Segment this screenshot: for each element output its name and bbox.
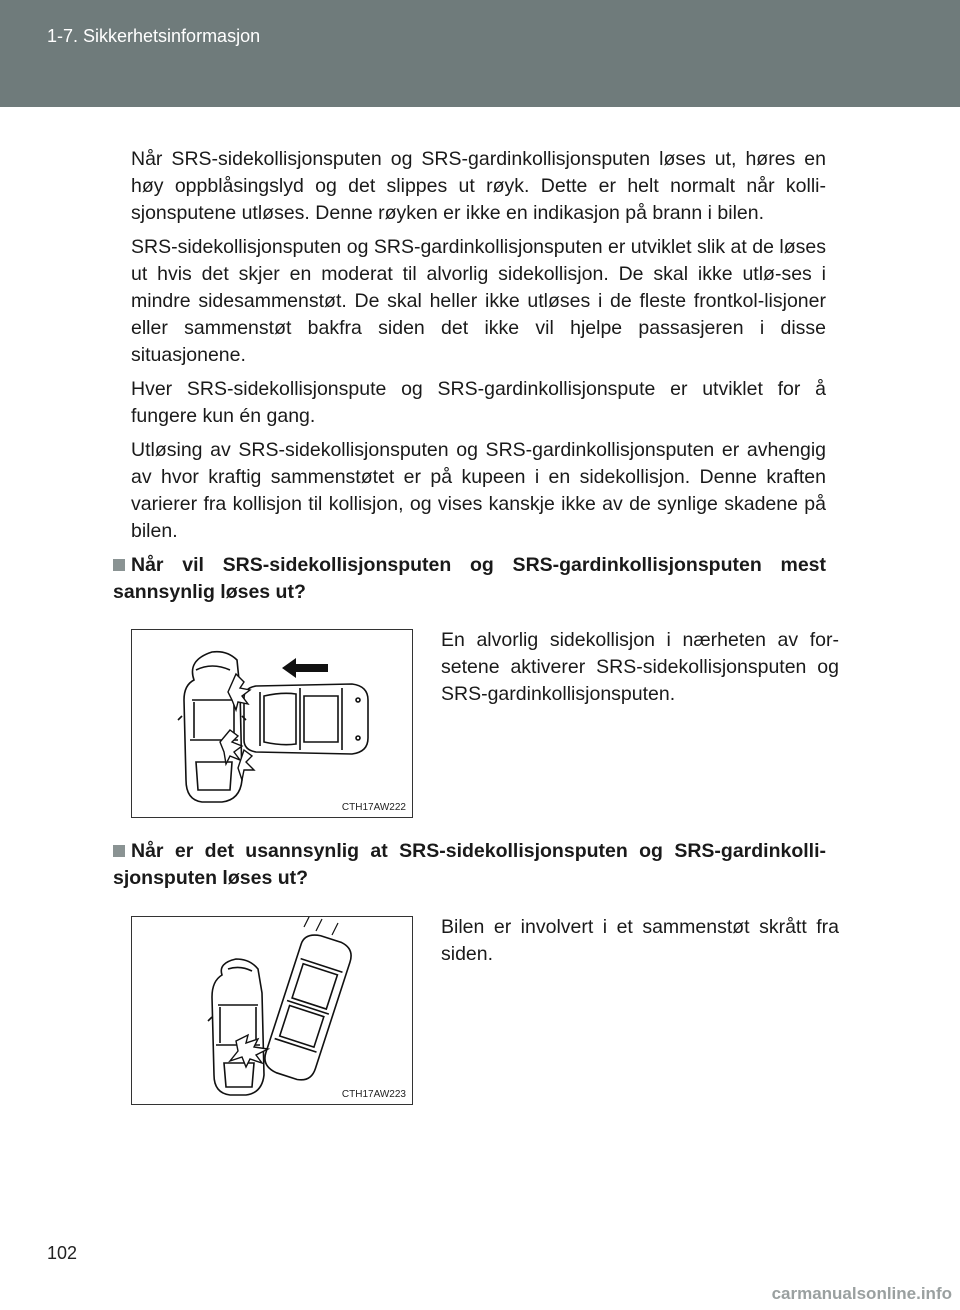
car-right-icon xyxy=(244,684,368,754)
figure-oblique-collision xyxy=(131,916,413,1105)
car-left-icon xyxy=(208,959,264,1095)
car-angled-icon xyxy=(261,931,355,1084)
motion-lines-icon xyxy=(304,917,338,935)
paragraph-2: SRS-sidekollisjonsputen og SRS-gardinkollisjonsputen er utviklet slik at de løses ut hvis det skjer en moderat til alvorlig sidekollisjon. De skal ikke utlø-ses i mindre sidesammenstøt. De skal heller ikke utløses i de fleste frontkol-lisjoner eller sammenstøt bakfra siden det ikke vil hjelpe passasjeren i disse situasjonene. xyxy=(131,236,826,366)
figure-side-collision xyxy=(131,629,413,818)
paragraph-4: Utløsing av SRS-sidekollisjonsputen og SRS-gardinkollisjonsputen er avhengig av hvor kraftig sammenstøtet er på kupeen i en sidekollisjon. Denne kraften varierer fra kollisjon til kollisjon, og vises kanskje ikke av de synlige skadene på bilen. xyxy=(131,439,826,542)
section-title: 1-7. Sikkerhetsinformasjon xyxy=(47,26,261,46)
paragraph-3: Hver SRS-sidekollisjonspute og SRS-gardinkollisjonspute er utviklet for å fungere kun én gang. xyxy=(131,378,826,427)
impact-burst-icon xyxy=(230,1035,268,1067)
question-text: Når vil SRS-sidekollisjonsputen og SRS-gardinkollisjonsputen mest sannsynlig løses ut? xyxy=(113,554,826,603)
question-text: Når er det usannsynlig at SRS-sidekollisjonsputen og SRS-gardinkolli-sjonsputen løses ut? xyxy=(113,840,826,889)
question-heading-1 xyxy=(113,552,826,606)
square-bullet-icon xyxy=(113,845,125,857)
oblique-collision-illustration xyxy=(132,917,414,1106)
page-number: 102 xyxy=(47,1243,78,1263)
description-2: Bilen er involvert i et sammenstøt skrått fra siden. xyxy=(441,916,839,965)
figure-code: CTH17AW222 xyxy=(341,802,406,813)
square-bullet-icon xyxy=(113,559,125,571)
impact-burst-icon xyxy=(220,674,254,780)
side-collision-illustration xyxy=(132,630,414,819)
watermark: carmanualsonline.info xyxy=(771,1284,952,1303)
arrow-left-icon xyxy=(282,658,328,678)
question-heading-2 xyxy=(113,838,826,892)
figure-code: CTH17AW223 xyxy=(341,1089,406,1100)
description-1: En alvorlig sidekollisjon i nærheten av for-setene aktiverer SRS-sidekollisjonsputen og SRS-gardinkollisjonsputen. xyxy=(441,629,839,705)
page-header xyxy=(0,0,960,107)
paragraph-1: Når SRS-sidekollisjonsputen og SRS-gardinkollisjonsputen løses ut, høres en høy oppblåsingslyd og det slippes ut røyk. Dette er helt normalt når kolli-sjonsputene utløses. Denne røyken er ikke en indikasjon på brann i bilen. xyxy=(131,148,826,224)
